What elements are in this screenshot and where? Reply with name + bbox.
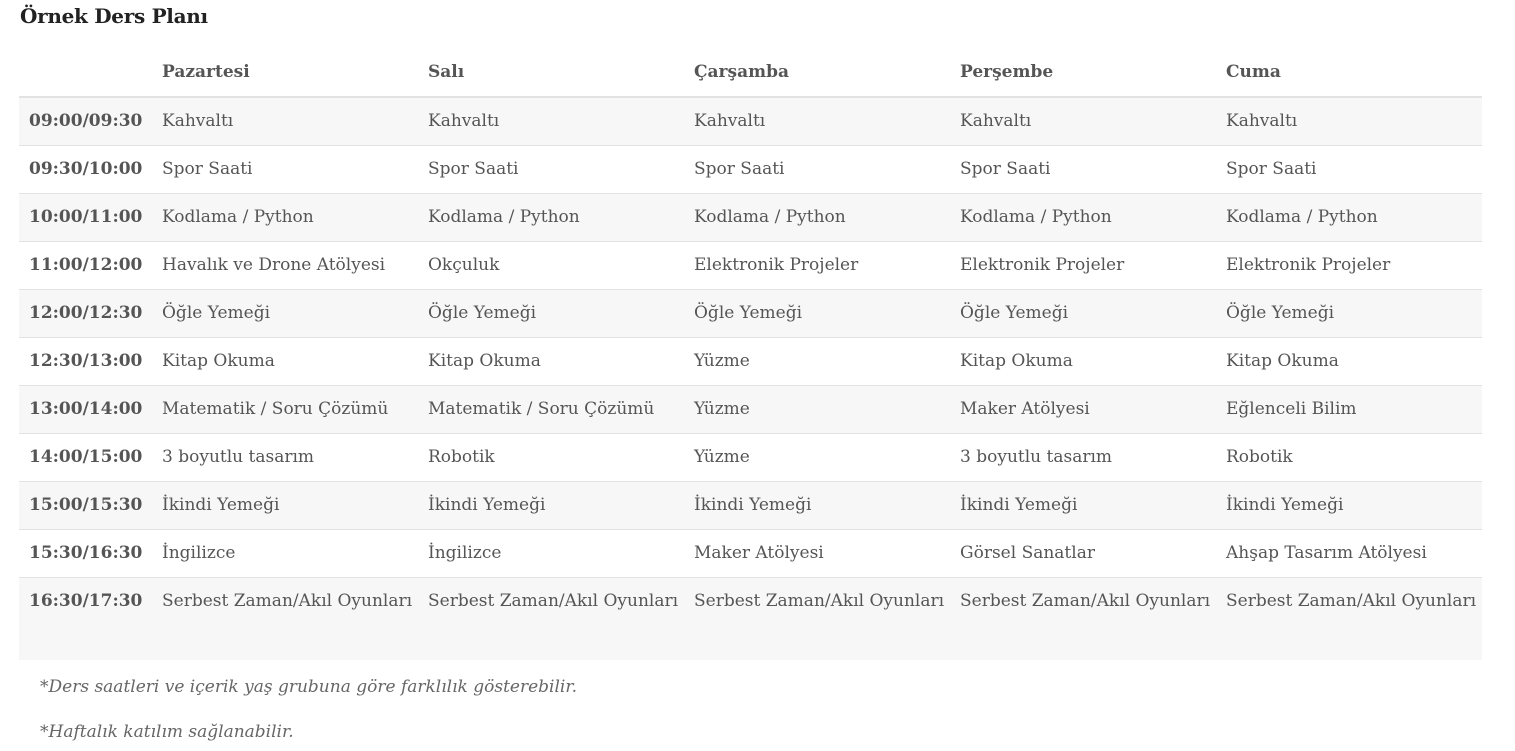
activity-cell: İkindi Yemeği	[1216, 482, 1482, 530]
activity-cell: 3 boyutlu tasarım	[152, 434, 418, 482]
table-row	[19, 97, 1482, 146]
time-slot-cell: 14:00/15:00	[19, 434, 152, 482]
activity-cell: Robotik	[1216, 434, 1482, 482]
activity-cell: İngilizce	[418, 530, 684, 578]
header-day: Pazartesi	[152, 48, 418, 97]
activity-cell: Elektronik Projeler	[1216, 242, 1482, 290]
table-row	[19, 194, 1482, 242]
time-slot-cell: 15:30/16:30	[19, 530, 152, 578]
activity-cell: Maker Atölyesi	[684, 530, 950, 578]
activity-cell: Öğle Yemeği	[950, 290, 1216, 338]
activity-cell: Kahvaltı	[418, 97, 684, 146]
activity-cell: Serbest Zaman/Akıl Oyunları	[684, 578, 950, 661]
activity-cell: 3 boyutlu tasarım	[950, 434, 1216, 482]
activity-cell: Serbest Zaman/Akıl Oyunları	[950, 578, 1216, 661]
activity-cell: Spor Saati	[1216, 146, 1482, 194]
table-row	[19, 242, 1482, 290]
activity-cell: İkindi Yemeği	[950, 482, 1216, 530]
time-slot-cell: 12:00/12:30	[19, 290, 152, 338]
schedule-table	[19, 48, 1482, 660]
activity-cell: Kodlama / Python	[684, 194, 950, 242]
header-day: Perşembe	[950, 48, 1216, 97]
activity-cell: Spor Saati	[152, 146, 418, 194]
activity-cell: Kitap Okuma	[1216, 338, 1482, 386]
activity-cell: Kitap Okuma	[418, 338, 684, 386]
time-slot-cell: 13:00/14:00	[19, 386, 152, 434]
activity-cell: Öğle Yemeği	[152, 290, 418, 338]
activity-cell: Yüzme	[684, 434, 950, 482]
activity-cell: Maker Atölyesi	[950, 386, 1216, 434]
activity-cell: Yüzme	[684, 338, 950, 386]
time-slot-cell: 10:00/11:00	[19, 194, 152, 242]
table-row	[19, 338, 1482, 386]
activity-cell: Okçuluk	[418, 242, 684, 290]
activity-cell: Robotik	[418, 434, 684, 482]
page-title: Örnek Ders Planı	[20, 4, 208, 28]
table-row	[19, 290, 1482, 338]
activity-cell: Matematik / Soru Çözümü	[152, 386, 418, 434]
activity-cell: Kahvaltı	[950, 97, 1216, 146]
activity-cell: Matematik / Soru Çözümü	[418, 386, 684, 434]
activity-cell: Öğle Yemeği	[684, 290, 950, 338]
activity-cell: Kodlama / Python	[418, 194, 684, 242]
activity-cell: İkindi Yemeği	[684, 482, 950, 530]
activity-cell: Spor Saati	[950, 146, 1216, 194]
header-day: Çarşamba	[684, 48, 950, 97]
activity-cell: Serbest Zaman/Akıl Oyunları	[1216, 578, 1482, 661]
activity-cell: Elektronik Projeler	[950, 242, 1216, 290]
table-row	[19, 434, 1482, 482]
table-header-row	[19, 48, 1482, 97]
activity-cell: Kahvaltı	[1216, 97, 1482, 146]
time-slot-cell: 15:00/15:30	[19, 482, 152, 530]
activity-cell: Serbest Zaman/Akıl Oyunları	[152, 578, 418, 661]
activity-cell: Eğlenceli Bilim	[1216, 386, 1482, 434]
table-row	[19, 146, 1482, 194]
activity-cell: Kahvaltı	[152, 97, 418, 146]
activity-cell: Kodlama / Python	[1216, 194, 1482, 242]
activity-cell: Ahşap Tasarım Atölyesi	[1216, 530, 1482, 578]
activity-cell: Elektronik Projeler	[684, 242, 950, 290]
table-row	[19, 578, 1482, 661]
activity-cell: Kitap Okuma	[950, 338, 1216, 386]
table-row	[19, 530, 1482, 578]
activity-cell: Kodlama / Python	[152, 194, 418, 242]
footnote-age: *Ders saatleri ve içerik yaş grubuna göre farklılık gösterebilir.	[40, 677, 578, 697]
activity-cell: Kodlama / Python	[950, 194, 1216, 242]
header-day: Cuma	[1216, 48, 1482, 97]
activity-cell: İkindi Yemeği	[152, 482, 418, 530]
time-slot-cell: 11:00/12:00	[19, 242, 152, 290]
activity-cell: Spor Saati	[418, 146, 684, 194]
time-slot-cell: 12:30/13:00	[19, 338, 152, 386]
activity-cell: Spor Saati	[684, 146, 950, 194]
activity-cell: Kahvaltı	[684, 97, 950, 146]
table-row	[19, 482, 1482, 530]
activity-cell: Öğle Yemeği	[418, 290, 684, 338]
activity-cell: Serbest Zaman/Akıl Oyunları	[418, 578, 684, 661]
activity-cell: Havalık ve Drone Atölyesi	[152, 242, 418, 290]
time-slot-cell: 09:00/09:30	[19, 97, 152, 146]
activity-cell: Görsel Sanatlar	[950, 530, 1216, 578]
time-slot-cell: 16:30/17:30	[19, 578, 152, 661]
footnote-weekly: *Haftalık katılım sağlanabilir.	[40, 722, 294, 742]
activity-cell: İkindi Yemeği	[418, 482, 684, 530]
activity-cell: Kitap Okuma	[152, 338, 418, 386]
activity-cell: Yüzme	[684, 386, 950, 434]
header-time	[19, 48, 152, 97]
activity-cell: Öğle Yemeği	[1216, 290, 1482, 338]
time-slot-cell: 09:30/10:00	[19, 146, 152, 194]
header-day: Salı	[418, 48, 684, 97]
activity-cell: İngilizce	[152, 530, 418, 578]
table-row	[19, 386, 1482, 434]
